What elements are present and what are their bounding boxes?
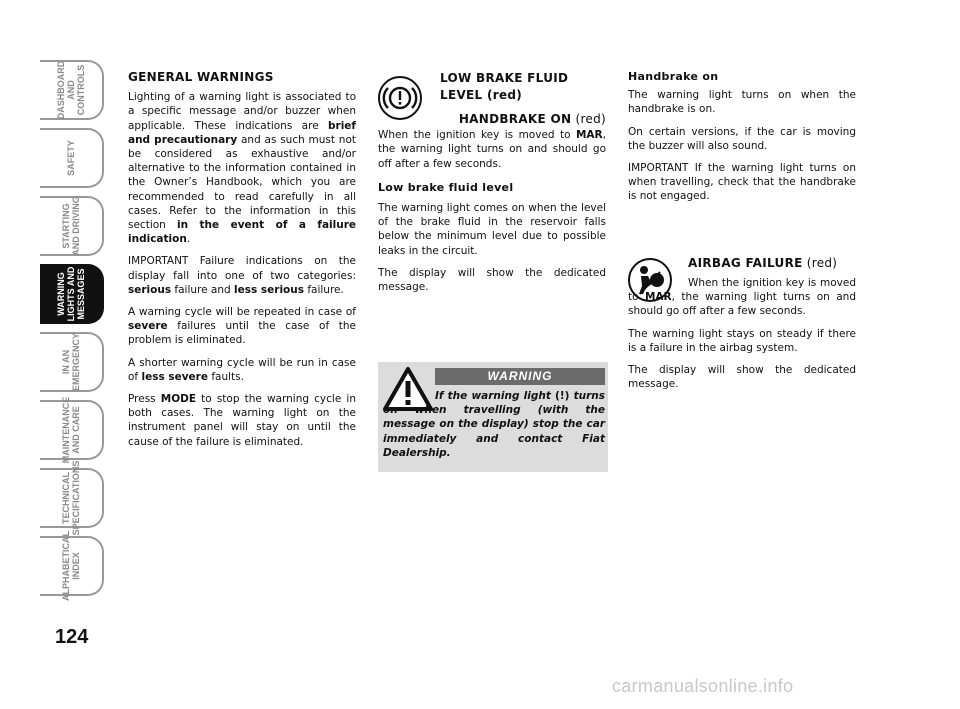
watermark: carmanualsonline.info [612,676,794,696]
general-warnings-paragraph: Lighting of a warning light is associated to a specific message and/or buzzer when applicable. These indications are brief and precautionary and as such must not be considered as exhaustive and/or alternative to the information contained in the Owner’s Handbook, which you are recommended to read carefully in all cases. Refer to the information in this section in the event of a failure indication. [128,91,357,246]
tab-dashboard-and-controls[interactable]: DASHBOARD AND CONTROLS [40,60,104,120]
airbag-failure-heading: AIRBAG FAILURE (red) [688,256,838,270]
handbrake-paragraph: The warning light turns on when the handbrake is on. [628,89,856,116]
airbag-display-paragraph: The display will show the dedicated message. [628,364,856,391]
handbrake-on-heading: HANDBRAKE ON (red) [458,112,606,126]
buzzer-paragraph: On certain versions, if the car is moving the buzzer will also sound. [628,125,856,152]
general-warnings-column [128,70,356,457]
important-paragraph: IMPORTANT Failure indications on the display fall into one of two categories: serious failure and less serious failure. [128,255,356,296]
brake-warning-inline-icon: (!) [555,390,570,402]
airbag-steady-paragraph: The warning light stays on steady if there is a failure in the airbag system. [628,327,856,354]
brake-display-paragraph: The display will show the dedicated message. [378,266,606,294]
handbrake-important-paragraph: IMPORTANT If the warning light turns on when travelling, check that the handbrake is not engaged. [628,162,856,203]
warning-box [378,362,608,472]
brake-fluid-heading: LOW BRAKE FLUID LEVEL (red) [440,71,569,102]
tab-starting-and-driving[interactable]: STARTING AND DRIVING [40,196,104,256]
tab-maintenance-and-care[interactable]: MAINTENANCE AND CARE [40,400,104,460]
tab-alphabetical-index[interactable]: ALPHABETICAL INDEX [40,536,104,596]
ignition-paragraph: When the ignition key is moved to MAR, the warning light turns on and should go off after a few seconds. [378,129,606,170]
severe-cycle-paragraph: A warning cycle will be repeated in case of severe failures until the case of the problem is eliminated. [128,306,356,347]
tab-technical-specifications[interactable]: TECHNICAL SPECIFICATIONS [40,468,104,528]
less-severe-cycle-paragraph: A shorter warning cycle will be run in case of less severe faults. [128,356,356,383]
tab-in-an-emergency[interactable]: IN AN EMERGENCY [40,332,104,392]
airbag-text-block [628,276,856,399]
mode-paragraph: Press MODE to stop the warning cycle in both cases. The warning light on the instrument panel will stay on until the cause of the failure is eliminated. [128,393,356,448]
page-number: 124 [55,626,89,648]
handbrake-column [628,70,856,212]
warning-text: If the warning light (!) turns on when travelling (with the message on the display) stop the car immediately and contact Fiat Dealership. [383,390,605,459]
airbag-heading-block [688,254,856,272]
brake-fluid-paragraph: The warning light comes on when the level of the brake fluid in the reservoir falls below the minimum level due to possible leaks in the circuit. [378,202,606,257]
brake-fluid-column [378,70,606,302]
warning-title: WARNING [435,368,605,385]
general-warnings-heading: GENERAL WARNINGS [128,70,274,84]
airbag-ignition-paragraph: When the ignition key is moved to MAR, the warning light turns on and should go off after a few seconds. [628,277,856,318]
tab-safety[interactable]: SAFETY [40,128,104,188]
low-brake-fluid-subheading: Low brake fluid level [378,180,514,194]
tab-warning-lights-and-messages[interactable]: WARNING LIGHTS AND MESSAGES [40,264,104,324]
handbrake-on-subheading: Handbrake on [628,70,719,83]
